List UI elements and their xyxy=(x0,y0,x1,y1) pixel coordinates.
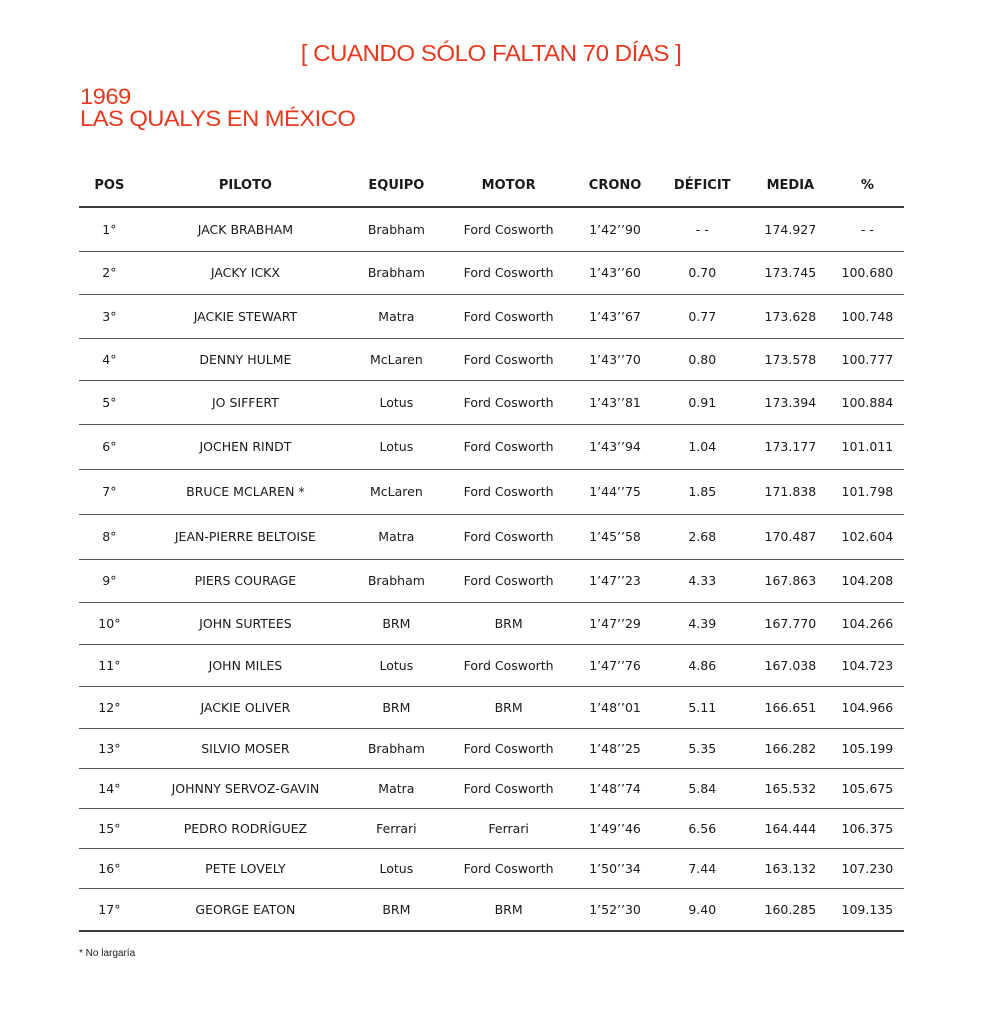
cell-piloto: PIERS COURAGE xyxy=(140,559,351,602)
header-piloto: PILOTO xyxy=(140,164,351,207)
table-row xyxy=(79,728,904,768)
kicker-heading: [ CUANDO SÓLO FALTAN 70 DÍAS ] xyxy=(300,40,682,66)
cell-piloto: GEORGE EATON xyxy=(140,888,351,931)
cell-piloto: JACKIE OLIVER xyxy=(140,686,351,728)
cell-crono: 1’44’’75 xyxy=(576,469,655,514)
cell-percent: 104.966 xyxy=(831,686,904,728)
cell-media: 174.927 xyxy=(750,207,831,251)
table-row xyxy=(79,559,904,602)
cell-equipo: Lotus xyxy=(351,644,442,686)
cell-equipo: Lotus xyxy=(351,380,442,424)
header-percent: % xyxy=(831,164,904,207)
cell-motor: Ford Cosworth xyxy=(442,207,576,251)
cell-pos: 12° xyxy=(79,686,140,728)
cell-motor: Ford Cosworth xyxy=(442,380,576,424)
table-row xyxy=(79,848,904,888)
cell-equipo: BRM xyxy=(351,888,442,931)
cell-equipo: Brabham xyxy=(351,728,442,768)
cell-motor: BRM xyxy=(442,686,576,728)
table-row xyxy=(79,686,904,728)
cell-deficit: 5.84 xyxy=(655,768,750,808)
cell-percent: 102.604 xyxy=(831,514,904,559)
cell-piloto: PETE LOVELY xyxy=(140,848,351,888)
cell-piloto: JOHNNY SERVOZ-GAVIN xyxy=(140,768,351,808)
cell-media: 166.651 xyxy=(750,686,831,728)
cell-deficit: - - xyxy=(655,207,750,251)
header-media: MEDIA xyxy=(750,164,831,207)
cell-equipo: Ferrari xyxy=(351,808,442,848)
header-motor: MOTOR xyxy=(442,164,576,207)
cell-piloto: JEAN-PIERRE BELTOISE xyxy=(140,514,351,559)
cell-crono: 1’50’’34 xyxy=(576,848,655,888)
cell-motor: Ford Cosworth xyxy=(442,338,576,380)
cell-percent: 100.777 xyxy=(831,338,904,380)
qualifying-table xyxy=(79,164,904,932)
cell-equipo: McLaren xyxy=(351,338,442,380)
cell-pos: 10° xyxy=(79,602,140,644)
cell-equipo: BRM xyxy=(351,602,442,644)
cell-percent: 104.723 xyxy=(831,644,904,686)
cell-crono: 1’49’’46 xyxy=(576,808,655,848)
cell-equipo: Brabham xyxy=(351,559,442,602)
table-row xyxy=(79,207,904,251)
cell-motor: BRM xyxy=(442,888,576,931)
cell-piloto: JACK BRABHAM xyxy=(140,207,351,251)
cell-percent: 104.208 xyxy=(831,559,904,602)
cell-motor: Ford Cosworth xyxy=(442,514,576,559)
cell-crono: 1’47’’29 xyxy=(576,602,655,644)
cell-pos: 16° xyxy=(79,848,140,888)
cell-deficit: 4.39 xyxy=(655,602,750,644)
cell-crono: 1’43’’94 xyxy=(576,424,655,469)
cell-deficit: 0.91 xyxy=(655,380,750,424)
cell-percent: 100.748 xyxy=(831,294,904,338)
table-row xyxy=(79,644,904,686)
cell-motor: Ford Cosworth xyxy=(442,848,576,888)
cell-deficit: 6.56 xyxy=(655,808,750,848)
cell-percent: 107.230 xyxy=(831,848,904,888)
cell-piloto: JACKY ICKX xyxy=(140,251,351,294)
cell-equipo: Matra xyxy=(351,514,442,559)
cell-motor: Ford Cosworth xyxy=(442,644,576,686)
cell-pos: 4° xyxy=(79,338,140,380)
cell-equipo: BRM xyxy=(351,686,442,728)
cell-piloto: JO SIFFERT xyxy=(140,380,351,424)
table-row xyxy=(79,768,904,808)
cell-crono: 1’43’’81 xyxy=(576,380,655,424)
table-row xyxy=(79,294,904,338)
table-row xyxy=(79,338,904,380)
cell-media: 173.628 xyxy=(750,294,831,338)
cell-deficit: 0.77 xyxy=(655,294,750,338)
cell-media: 166.282 xyxy=(750,728,831,768)
cell-percent: 100.680 xyxy=(831,251,904,294)
table-row xyxy=(79,888,904,931)
cell-media: 173.745 xyxy=(750,251,831,294)
table-row xyxy=(79,251,904,294)
footnote: * No largaría xyxy=(79,948,136,959)
cell-piloto: JOHN SURTEES xyxy=(140,602,351,644)
cell-motor: Ford Cosworth xyxy=(442,424,576,469)
cell-piloto: JACKIE STEWART xyxy=(140,294,351,338)
table-row xyxy=(79,602,904,644)
cell-percent: - - xyxy=(831,207,904,251)
cell-deficit: 0.80 xyxy=(655,338,750,380)
cell-equipo: Brabham xyxy=(351,207,442,251)
cell-motor: Ferrari xyxy=(442,808,576,848)
cell-pos: 3° xyxy=(79,294,140,338)
cell-crono: 1’43’’67 xyxy=(576,294,655,338)
table-row xyxy=(79,380,904,424)
cell-motor: Ford Cosworth xyxy=(442,251,576,294)
cell-media: 173.177 xyxy=(750,424,831,469)
cell-piloto: JOHN MILES xyxy=(140,644,351,686)
cell-crono: 1’48’’74 xyxy=(576,768,655,808)
cell-pos: 2° xyxy=(79,251,140,294)
cell-percent: 100.884 xyxy=(831,380,904,424)
cell-crono: 1’45’’58 xyxy=(576,514,655,559)
cell-pos: 8° xyxy=(79,514,140,559)
cell-percent: 109.135 xyxy=(831,888,904,931)
cell-pos: 17° xyxy=(79,888,140,931)
cell-pos: 5° xyxy=(79,380,140,424)
cell-crono: 1’48’’01 xyxy=(576,686,655,728)
cell-equipo: McLaren xyxy=(351,469,442,514)
cell-media: 165.532 xyxy=(750,768,831,808)
cell-media: 173.394 xyxy=(750,380,831,424)
cell-piloto: PEDRO RODRÍGUEZ xyxy=(140,808,351,848)
cell-crono: 1’52’’30 xyxy=(576,888,655,931)
cell-percent: 105.199 xyxy=(831,728,904,768)
cell-motor: Ford Cosworth xyxy=(442,768,576,808)
cell-pos: 15° xyxy=(79,808,140,848)
cell-pos: 1° xyxy=(79,207,140,251)
cell-equipo: Brabham xyxy=(351,251,442,294)
cell-piloto: JOCHEN RINDT xyxy=(140,424,351,469)
cell-deficit: 0.70 xyxy=(655,251,750,294)
page-title xyxy=(80,84,356,131)
cell-media: 171.838 xyxy=(750,469,831,514)
cell-deficit: 2.68 xyxy=(655,514,750,559)
cell-media: 167.863 xyxy=(750,559,831,602)
cell-pos: 13° xyxy=(79,728,140,768)
header-crono: CRONO xyxy=(576,164,655,207)
header-pos: POS xyxy=(79,164,140,207)
cell-equipo: Matra xyxy=(351,768,442,808)
cell-deficit: 5.11 xyxy=(655,686,750,728)
cell-media: 167.038 xyxy=(750,644,831,686)
table-header-row xyxy=(79,164,904,207)
cell-motor: Ford Cosworth xyxy=(442,728,576,768)
cell-piloto: BRUCE MCLAREN * xyxy=(140,469,351,514)
table-row xyxy=(79,469,904,514)
cell-crono: 1’47’’23 xyxy=(576,559,655,602)
cell-equipo: Matra xyxy=(351,294,442,338)
table-row xyxy=(79,424,904,469)
cell-piloto: SILVIO MOSER xyxy=(140,728,351,768)
header-deficit: DÉFICIT xyxy=(655,164,750,207)
cell-deficit: 7.44 xyxy=(655,848,750,888)
cell-pos: 6° xyxy=(79,424,140,469)
cell-percent: 104.266 xyxy=(831,602,904,644)
cell-deficit: 1.04 xyxy=(655,424,750,469)
title-year: 1969 xyxy=(80,84,131,109)
cell-motor: BRM xyxy=(442,602,576,644)
cell-deficit: 9.40 xyxy=(655,888,750,931)
cell-equipo: Lotus xyxy=(351,424,442,469)
cell-motor: Ford Cosworth xyxy=(442,469,576,514)
cell-pos: 7° xyxy=(79,469,140,514)
cell-media: 170.487 xyxy=(750,514,831,559)
cell-crono: 1’42’’90 xyxy=(576,207,655,251)
cell-percent: 105.675 xyxy=(831,768,904,808)
cell-media: 173.578 xyxy=(750,338,831,380)
cell-media: 164.444 xyxy=(750,808,831,848)
cell-equipo: Lotus xyxy=(351,848,442,888)
table-row xyxy=(79,514,904,559)
cell-motor: Ford Cosworth xyxy=(442,559,576,602)
table-row xyxy=(79,808,904,848)
header-equipo: EQUIPO xyxy=(351,164,442,207)
cell-motor: Ford Cosworth xyxy=(442,294,576,338)
cell-crono: 1’48’’25 xyxy=(576,728,655,768)
cell-media: 167.770 xyxy=(750,602,831,644)
cell-crono: 1’43’’70 xyxy=(576,338,655,380)
cell-deficit: 5.35 xyxy=(655,728,750,768)
cell-percent: 101.011 xyxy=(831,424,904,469)
cell-pos: 11° xyxy=(79,644,140,686)
title-subtitle: LAS QUALYS EN MÉXICO xyxy=(80,106,356,131)
cell-crono: 1’47’’76 xyxy=(576,644,655,686)
cell-percent: 106.375 xyxy=(831,808,904,848)
cell-percent: 101.798 xyxy=(831,469,904,514)
cell-deficit: 4.33 xyxy=(655,559,750,602)
cell-pos: 9° xyxy=(79,559,140,602)
cell-piloto: DENNY HULME xyxy=(140,338,351,380)
cell-media: 163.132 xyxy=(750,848,831,888)
cell-deficit: 1.85 xyxy=(655,469,750,514)
cell-media: 160.285 xyxy=(750,888,831,931)
cell-pos: 14° xyxy=(79,768,140,808)
cell-deficit: 4.86 xyxy=(655,644,750,686)
cell-crono: 1’43’’60 xyxy=(576,251,655,294)
